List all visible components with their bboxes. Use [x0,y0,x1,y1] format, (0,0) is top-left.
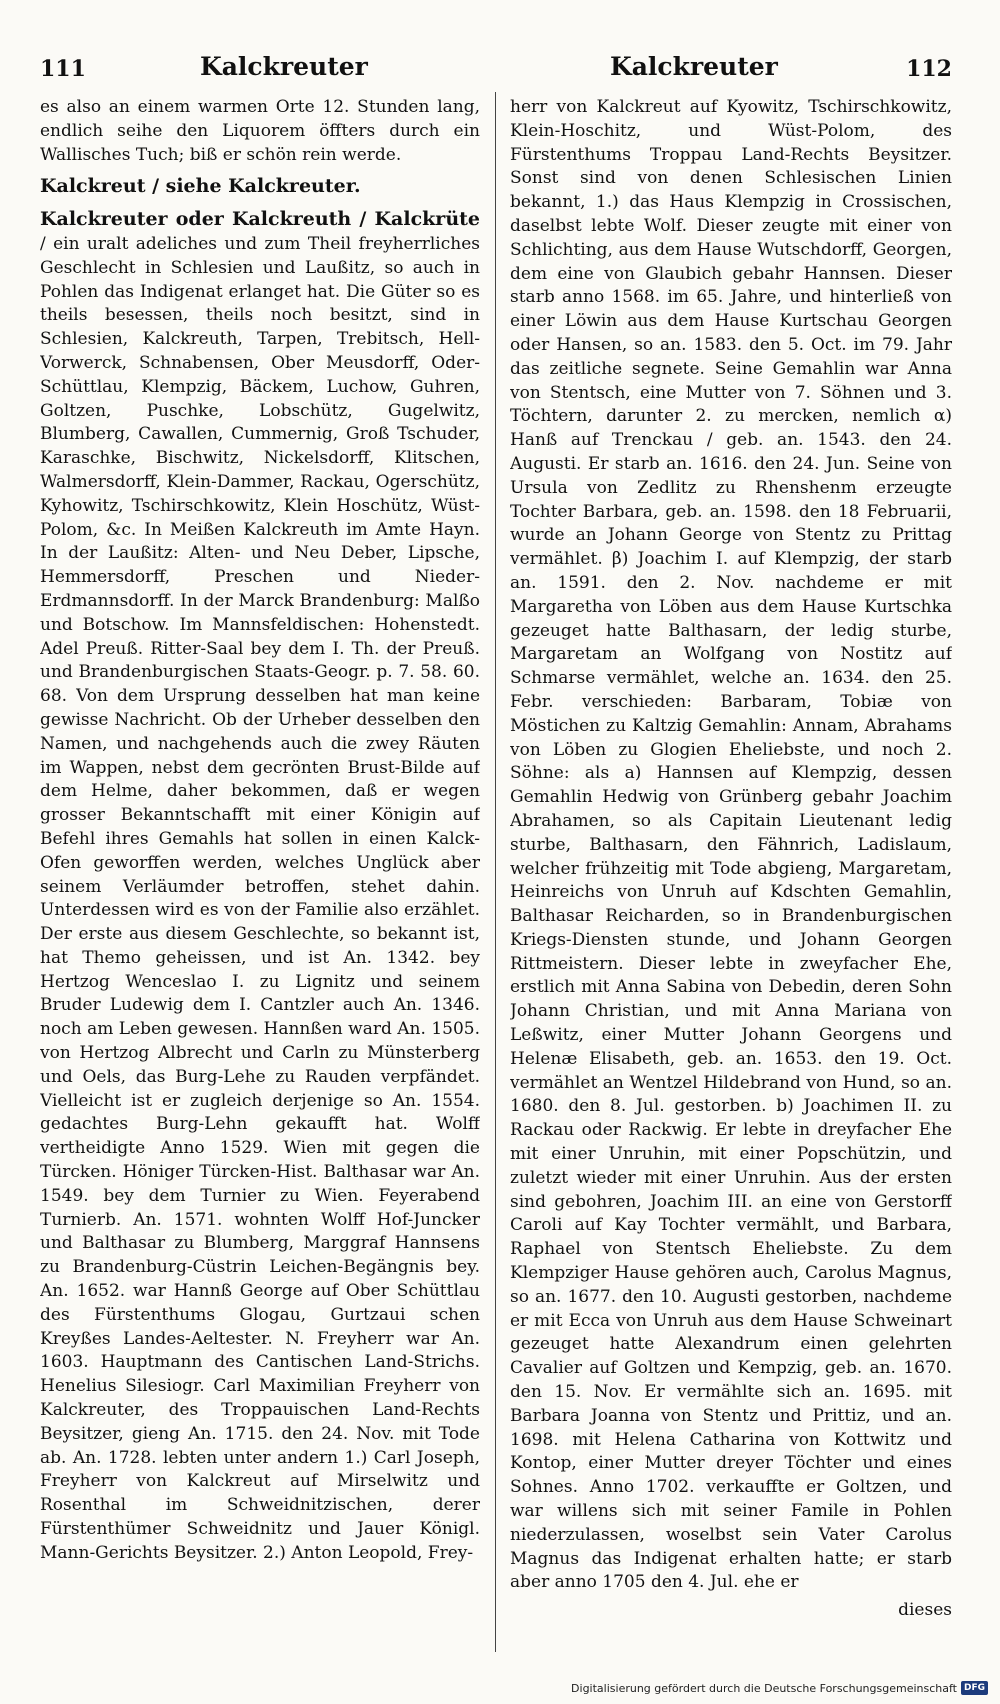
dfg-logo-icon: DFG [961,1681,988,1695]
catchword: dieses [898,1600,952,1621]
entry-body-continued: herr von Kalckreut auf Kyowitz, Tschirschkowitz, Klein-Hoschitz, und Wüst-Polom, des Fürstenthums Troppau Land-Rechts Beysitzer. Sonst sind von denen Schlesischen Linien bekannt, 1.) das Haus Klempzig in Crossischen, daselbst lebte Wolf. Dieser zeugte mit einer von Schlichting, aus dem Hause Wutschdorff, Georgen, dem eine von Glaubich gebahr Hannsen. Dieser starb anno 1568. im 65. Jahre, und hinterließ von einer Löwin aus dem Hause Kurtschau Georgen oder Hansen, so an. 1583. den 5. Oct. im 79. Jahr das zeitliche segnete. Seine Gemahlin war Anna von Stentsch, eine Mutter von 7. Söhnen und 3. Töchtern, darunter 2. zu mercken, nemlich α) Hanß auf Trenckau / geb. an. 1543. den 24. Augusti. Er starb an. 1616. den 24. Jun. Seine von Ursula von Zedlitz zu Rhenshenm erzeugte Tochter Barbara, geb. an. 1598. den 18 Februarii, wurde an Johann George von Stentz zu Prittag vermählet. β) Joachim I. auf Klempzig, der starb an. 1591. den 2. Nov. nachdeme er mit Margaretha von Löben aus dem Hause Kurtschka gezeuget hatte Balthasarn, der ledig sturbe, Margaretam an Wolfgang von Nostitz auf Schmarse vermählet, welche an. 1634. den 25. Febr. verschieden: Barbaram, Tobiæ von Möstichen zu Kaltzig Gemahlin: Annam, Abrahams von Löben zu Glogien Eheliebste, und noch 2. Söhne: als a) Hannsen auf Klempzig, dessen Gemahlin Hedwig von Grünberg gebahr Joachim Abrahamen, so als Capitain Lieutenant ledig sturbe, Balthasarn, den Fähnrich, Ladislaum, welcher frühzeitig mit Tode abgieng, Margaretam, Heinreichs von Unruh auf Kdschten Gemahlin, Balthasar Reicharden, so in Brandenburgischen Kriegs-Diensten stunde, und Johann Georgen Rittmeistern. Dieser lebte in zweyfacher Ehe, erstlich mit Anna Sabina von Debedin, deren Sohn Johann Christian, und mit Anna Mariana von Leßwitz, einer Mutter Johann Georgens und Helenæ Elisabeth, geb. an. 1653. den 19. Oct. vermählet an Wentzel Hildebrand von Hund, so an. 1680. den 8. Jul. gestorben. b) Joachimen II. zu Rackau oder Rackwig. Er lebte in dreyfacher Ehe mit einer Unruhin, mit einer Popschützin, und zuletzt wieder mit einer Unruhin. Aus der ersten sind gebohren, Joachim III. an eine von Gerstorff Caroli auf Kay Tochter vermählt, und Barbara, Raphael von Stentsch Eheliebste. Zu dem Klempziger Hause gehören auch, Carolus Magnus, so an. 1677. den 10. Augusti gestorben, nachdeme er mit Ecca von Unruh aus dem Hause Schweinart gezeuget hatte Alexandrum einen gelehrten Cavalier auf Goltzen und Kempzig, geb. an. 1670. den 15. Nov. Er vermählte sich an. 1695. mit Barbara Joanna von Stentz und Prittiz, und an. 1698. mit Helena Catharina von Kottwitz und Kontop, einer Mutter dreyer Töchter und eines Sohnes. Anno 1702. verkauffte er Goltzen, und war willens sich mit seiner Famile in Pohlen niederzulassen, woselbst sein Vater Carolus Magnus das Indigenat erhalten hatte; er starb aber anno 1705 den 4. Jul. ehe er [510,97,952,1593]
entry-headword: Kalckreut / siehe Kalckreuter. [40,175,361,198]
column-divider [495,92,496,1652]
left-column [40,96,480,1640]
page-number-right: 112 [906,56,952,82]
right-column [510,96,952,1640]
digitization-credit [571,1678,988,1698]
credit-text: Digitalisierung gefördert durch die Deutsche Forschungsgemeinschaft [571,1681,957,1695]
running-title-left: Kalckreuter [200,52,368,81]
main-entry [40,206,480,1565]
paragraph-continued: es also an einem warmen Orte 12. Stunden lang, endlich seihe den Liquorem öffters durch ein Wallisches Tuch; biß er schön rein werde. [40,97,480,165]
running-title-right: Kalckreuter [610,52,778,81]
page-number-left: 111 [40,56,86,82]
cross-reference-entry [40,173,480,200]
entry-headword: Kalckreuter oder Kalckreuth / Kalckrüte [40,208,480,231]
entry-body: / ein uralt adeliches und zum Theil freyherrliches Geschlecht in Schlesien und Laußitz, so auch in Pohlen das Indigenat erlanget hat. Die Güter so es theils besessen, theils noch besitzt, sind in Schlesien, Kalckreuth, Tarpen, Trebitsch, Hell-Vorwerck, Schnabensen, Ober Meusdorff, Oder-Schüttlau, Klempzig, Bäckem, Luchow, Guhren, Goltzen, Puschke, Lobschütz, Gugelwitz, Blumberg, Cawallen, Cummernig, Groß Tschuder, Karaschke, Bischwitz, Nickelsdorff, Klitschen, Walmersdorff, Klein-Dammer, Rackau, Ogerschütz, Kyhowitz, Tschirschkowitz, Klein Hoschütz, Wüst-Polom, &c. In Meißen Kalckreuth im Amte Hayn. In der Laußitz: Alten- und Neu Deber, Lipsche, Hemmersdorff, Preschen und Nieder-Erdmannsdorff. In der Marck Brandenburg: Malßo und Botschow. Im Mannsfeldischen: Hohenstedt. Adel Preuß. Ritter-Saal bey dem I. Th. der Preuß. und Brandenburgischen Staats-Geogr. p. 7. 58. 60. 68. Von dem Ursprung desselben hat man keine gewisse Nachricht. Ob der Urheber desselben den Namen, und nachgehends auch die zwey Räuten im Wappen, nebst dem gecrönten Brust-Bilde auf dem Helme, daher bekommen, daß er wegen grosser Bekanntschafft mit einer Königin auf Befehl ihres Gemahls hat sollen in einen Kalck-Ofen geworffen werden, welches Unglück aber seinem Verläumder betroffen, stehet dahin. Unterdessen wird es von der Familie also erzählet. Der erste aus diesem Geschlechte, so bekannt ist, hat Themo geheissen, und ist An. 1342. bey Hertzog Wenceslao I. zu Lignitz und seinem Bruder Ludewig dem I. Cantzler auch An. 1346. noch am Leben gewesen. Hannßen ward An. 1505. von Hertzog Albrecht und Carln zu Münsterberg und Oels, das Burg-Lehe zu Rauden verpfändet. Vielleicht ist er zugleich derjenige so An. 1554. gedachtes Burg-Lehn gekaufft hat. Wolff vertheidigte Anno 1529. Wien mit gegen die Türcken. Höniger Türcken-Hist. Balthasar war An. 1549. bey dem Turnier zu Wien. Feyerabend Turnierb. An. 1571. wohnten Wolff Hof-Juncker und Balthasar zu Blumberg, Marggraf Hannsens zu Brandenburg-Cüstrin Leichen-Begängnis bey. An. 1652. war Hannß George auf Ober Schüttlau des Fürstenthums Glogau, Gurtzaui schen Kreyßes Landes-Aeltester. N. Freyherr war An. 1603. Hauptmann des Cantischen Land-Strichs. Henelius Silesiogr. Carl Maximilian Freyherr von Kalckreuter, des Troppauischen Land-Rechts Beysitzer, gieng An. 1715. den 24. Nov. mit Tode ab. An. 1728. lebten unter andern 1.) Carl Joseph, Freyherr von Kalckreut auf Mirselwitz und Rosenthal im Schweidnitzischen, derer Fürstenthümer Schweidnitz und Jauer Königl. Mann-Gerichts Beysitzer. 2.) Anton Leopold, Frey- [40,233,480,1563]
page-header [40,52,952,86]
